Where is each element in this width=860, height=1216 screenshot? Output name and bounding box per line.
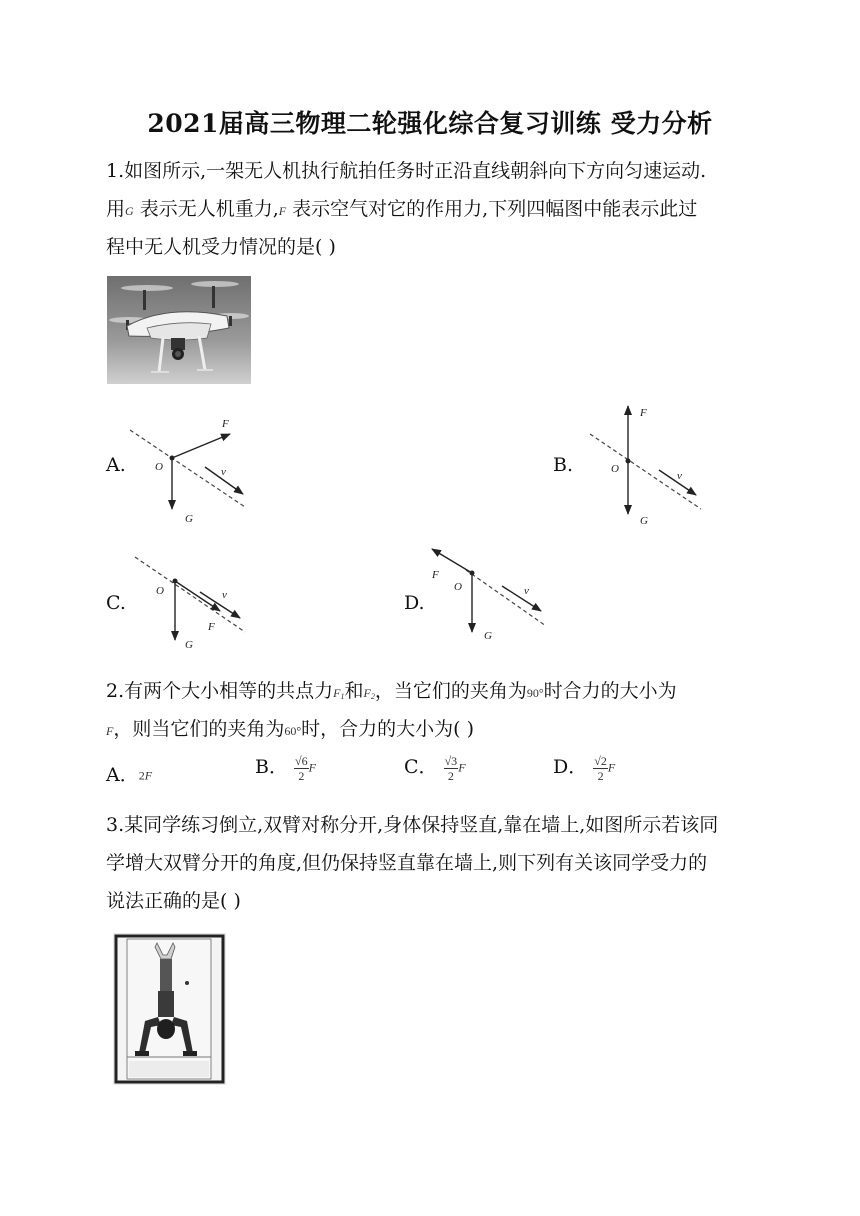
page-title: 2021届高三物理二轮强化综合复习训练 受力分析: [147, 109, 713, 138]
label-G: G: [185, 513, 193, 525]
fraction: $\frac{√2}{2}$: [594, 753, 607, 783]
drone-photo: [107, 276, 251, 384]
fraction: $\frac{√6}{2}$: [295, 753, 308, 783]
label-F: F: [208, 621, 215, 633]
label-G: G: [484, 630, 492, 642]
q2-choice-c: C． $\frac{√3}{2}$ F: [404, 753, 466, 783]
diagram-d: [428, 546, 558, 646]
symbol-F: F: [278, 204, 287, 218]
angle-90: 90°: [526, 686, 544, 700]
q3-line-1: 3.某同学练习倒立,双臂对称分开,身体保持竖直,靠在墙上,如图所示若该同: [106, 814, 719, 836]
diagram-b: [585, 402, 715, 532]
q3-line-3: 说法正确的是( ): [106, 890, 241, 912]
diagram-a: [125, 412, 255, 527]
fraction: $\frac{√3}{2}$: [444, 753, 458, 783]
q2-choice-d: D． $\frac{√2}{2}$ F: [553, 753, 616, 783]
q2-line-1: 2.有两个大小相等的共点力$F_1$和$F_2$，当它们的夹角为90°时合力的大小为: [106, 680, 677, 702]
q2-choice-b: B． $\frac{√6}{2}$ F: [255, 753, 316, 783]
q3-line-2: 学增大双臂分开的角度,但仍保持竖直靠在墙上,则下列有关该同学受力的: [106, 852, 708, 874]
label-G: G: [640, 515, 648, 527]
option-a-label: A.: [106, 454, 126, 476]
choice-a-value: 2F: [138, 768, 153, 783]
angle-60: 60°: [284, 724, 302, 738]
symbol-G: G: [125, 204, 134, 218]
symbol-F: F: [106, 724, 114, 738]
label-G: G: [185, 639, 193, 651]
diagram-c: [130, 552, 260, 652]
label-v: v: [222, 589, 227, 601]
symbol-F1: $F_1$: [333, 686, 345, 701]
label-v: v: [677, 470, 682, 482]
q2-line-2: F，则当它们的夹角为60°时，合力的大小为( ): [106, 718, 475, 740]
label-O: O: [155, 461, 163, 473]
label-v: v: [524, 585, 529, 597]
symbol-F2: $F_2$: [363, 686, 375, 701]
label-O: O: [611, 463, 619, 475]
q1-line-2: 用G 表示无人机重力,F 表示空气对它的作用力,下列四幅图中能表示此过: [106, 198, 698, 220]
option-d-label: D.: [404, 592, 425, 614]
label-F: F: [222, 418, 229, 430]
handstand-photo: [113, 933, 226, 1085]
label-F: F: [432, 569, 439, 581]
label-O: O: [454, 581, 462, 593]
q1-line-3: 程中无人机受力情况的是( ): [106, 236, 336, 258]
q1-line-1: 1.如图所示,一架无人机执行航拍任务时正沿直线朝斜向下方向匀速运动.: [106, 160, 707, 182]
label-O: O: [156, 585, 164, 597]
option-b-label: B.: [553, 454, 574, 476]
q2-choice-a: A．2F: [106, 764, 153, 786]
label-v: v: [221, 466, 226, 478]
label-F: F: [640, 407, 647, 419]
option-c-label: C.: [106, 592, 126, 614]
